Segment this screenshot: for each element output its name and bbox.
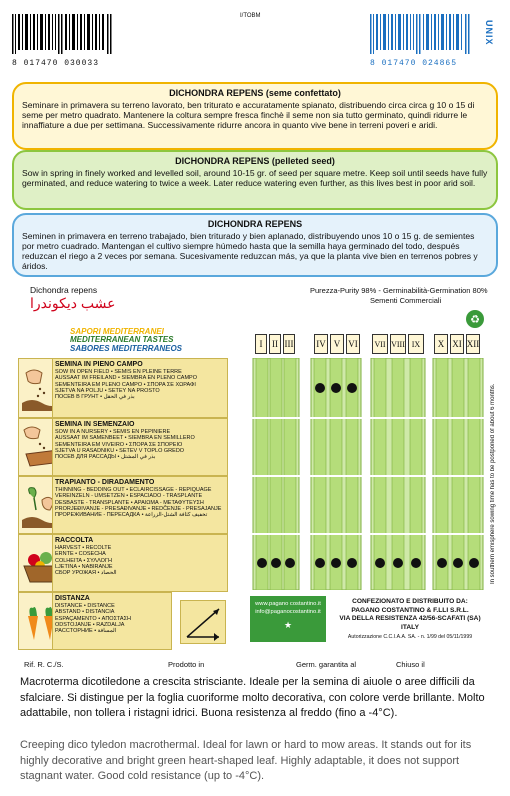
sowing-dot-harvest	[347, 558, 357, 568]
month-column	[270, 358, 282, 590]
sowing-dot-harvest	[411, 558, 421, 568]
calendar-grid-svg	[250, 358, 490, 590]
row-harvest	[52, 534, 228, 592]
box-italian-title: DICHONDRA REPENS (seme confettato)	[169, 88, 341, 98]
description-english: Creeping dico tyledon macrothermal. Ideal for lawn or hard to mow areas. It stands out for its highly decorative and bright green heart-shaped leaf. Highly adaptable, it does not support stagnant water. Good cold resistance (up to -4°C).	[20, 739, 472, 783]
distributor-line: VIA DELLA RESISTENZA 42/56-SCAFATI (SA)	[339, 615, 481, 623]
row-distance-title: DISTANZA	[55, 595, 90, 602]
month-7: VII	[372, 334, 388, 354]
species-arabic: عشب ديكوندرا	[30, 295, 116, 311]
month-8: VIII	[390, 334, 406, 354]
sowing-dot-harvest	[271, 558, 281, 568]
row-transplant-line: PRORJEĐIVANJE - PRESAĐIVANJE • REDČENJE - PRESAJANJE	[55, 505, 222, 512]
months-q3	[372, 334, 424, 354]
row-harvest-line: ERNTE • COSECHA	[55, 551, 106, 558]
month-11: XI	[450, 334, 464, 354]
footer-germination: Germ. garantita al	[296, 660, 357, 669]
month-6: VI	[346, 334, 360, 354]
row-open-field-line: ПОСЕВ В ГРУНТ • بذر في الحقل	[55, 394, 135, 401]
box-italian-text: Seminare in primavera su terreno lavorato, ben triturato e accuratamente spianato, distribuendo circa circa g 10 o 15 di seme per metro quadrato. Mantenere la coltura sempre fresca finchè il seme non sia tutto germinato, quindi ridurre le innaffiature a due per settimana. Successivamente ridurre ancora in quanto vive bene in terreni poveri e aridi.	[22, 99, 475, 130]
row-transplant-line: DESBASTE - TRANSPLANTE • ΑΡΑΙΩΜΑ - ΜΕΤΑΦΥΤΕΥΣΗ	[55, 499, 204, 506]
distributor-line: Autorizzazione C.C.I.A.A. SA. - n. 1/99 del 05/11/1999	[347, 634, 473, 641]
star-icon: ★	[283, 620, 293, 631]
sowing-dot-open_field	[315, 383, 325, 393]
barcode-right-number: 8 017470 024865	[370, 59, 458, 68]
sowing-dot-open_field	[347, 383, 357, 393]
distance-diagram	[180, 600, 226, 644]
sowing-dot-harvest	[393, 558, 403, 568]
month-12: XII	[466, 334, 480, 354]
web-box	[250, 596, 326, 642]
row-distance-line: ABSTAND • DISTANCIA	[55, 609, 115, 616]
sowing-dot-harvest	[453, 558, 463, 568]
months-q1	[255, 334, 295, 354]
month-10: X	[434, 334, 448, 354]
sowing-dot-harvest	[375, 558, 385, 568]
row-transplant-line: THINNING - BEDDING OUT • ECLAIRCISSAGE - REPIQUAGE	[55, 487, 212, 494]
distance-arrows-icon	[181, 601, 225, 643]
row-open-field-line: SOW IN OPEN FIELD • SEMIS EN PLEINE TERRE	[55, 369, 182, 376]
purity-info: Purezza-Purity 98% - Germinabilità-Germination 80%	[310, 286, 488, 295]
sowing-dot-harvest	[315, 558, 325, 568]
row-open-field-line: SJETVA NA POLJU • SETEY NA PROSTO	[55, 387, 160, 394]
month-column	[452, 358, 464, 590]
sowing-dot-harvest	[469, 558, 479, 568]
row-harvest-line: LJETINA • NABIRANJE	[55, 563, 113, 570]
box-english-title: DICHONDRA REPENS (pelleted seed)	[175, 156, 335, 166]
row-distance-line: ODSTOJANJE • RAZDALJA	[55, 621, 125, 628]
month-3: III	[283, 334, 295, 354]
row-nursery-line: ПОСЕВ ДЛЯ РАССАДЫ • بذر في المشتل	[55, 454, 156, 461]
species-name: Dichondra repens	[30, 285, 98, 295]
sowing-dot-harvest	[285, 558, 295, 568]
months-q4	[434, 334, 480, 354]
footer-ref: Rif. R. C./S.	[24, 660, 64, 669]
row-nursery-line: SEMENTEIRA EM VIVEIRO • ΣΠΟΡΑ ΣΕ ΣΠΟΡΕΙΟ	[55, 441, 183, 448]
sowing-dot-harvest	[257, 558, 267, 568]
tastes-es: SABORES MEDITERRANEOS	[70, 343, 183, 353]
row-distance	[52, 592, 172, 650]
barcode-right	[370, 14, 470, 66]
barcode-left-bars	[12, 14, 112, 54]
distributor-line: CONFEZIONATO E DISTRIBUITO DA:	[352, 598, 468, 605]
row-harvest-line: СБОР УРОЖАЯ • الحصاد	[55, 570, 117, 577]
brand-vertical: UNIX	[484, 20, 494, 46]
row-nursery-line: SJETVA U RASADNIKU • SETEV V TOPLO GREDO	[55, 447, 185, 454]
website-link[interactable]: www.pagano costantino.it	[255, 601, 321, 607]
months-q2	[314, 334, 360, 354]
box-english-text: Sow in spring in finely worked and levelled soil, around 10-15 gr. of seed per square metre. Keep soil until seeds have fully germinated, and reduce watering to twice a week. Later reduce watering even further, as this lives best in poor arid soil.	[22, 167, 488, 188]
row-distance-line: ESPAÇAMENTO • ΑΠΟΣΤΑΣΗ	[55, 615, 131, 622]
row-harvest-line: HARVEST • RECOLTE	[55, 545, 112, 552]
tastes-it: SAPORI MEDITERRANEI	[70, 327, 164, 336]
month-column	[436, 358, 448, 590]
distributor-block	[330, 598, 490, 641]
email-link[interactable]: info@paganocostantino.it	[255, 609, 321, 616]
row-transplant	[52, 476, 228, 534]
month-column	[284, 358, 296, 590]
month-column	[410, 358, 422, 590]
tastes-header	[70, 328, 246, 353]
month-column	[374, 358, 386, 590]
month-column	[256, 358, 268, 590]
row-distance-line: DISTANCE • DISTANCE	[55, 603, 115, 610]
box-spanish-title: DICHONDRA REPENS	[207, 219, 303, 229]
row-distance-line: PACCTOPHИE • المسافة	[55, 628, 117, 635]
southern-hemisphere-note: In southern emisphere sowing time has to be postponed of about 6 months.	[490, 383, 496, 584]
month-column	[468, 358, 480, 590]
footer-produced: Prodotto in	[168, 660, 205, 669]
barcode-left	[12, 14, 112, 66]
month-2: II	[269, 334, 281, 354]
month-1: I	[255, 334, 267, 354]
box-spanish-text: Seminen in primavera en terreno trabajado, bien triturado y bien aplanado, distribuyendo unos 10 o 15 g. de semientes por metro cuadrado. Mantengan el cultivo siempre húmedo hasta que la semilla haya germinado del todo, después reduzcan el riego a 2 veces por semana. Sucesivamente reduzcan más, ya que la planta vive bien en terrenos pobres y áridos.	[22, 230, 478, 272]
box-italian	[12, 82, 498, 150]
tastes-en: MEDITERRANEAN TASTES	[70, 335, 174, 345]
footer-closed: Chiuso il	[396, 660, 425, 669]
distributor-line: ITALY	[401, 623, 419, 631]
row-open-field-line: AUSSAAT IM FREILAND • SIEMBRA EN PLENO CAMPO	[55, 375, 198, 382]
row-nursery-line: SOW IN A NURSERY • SEMIS EN PEPINIERE	[55, 429, 171, 436]
sowing-dot-harvest	[437, 558, 447, 568]
barcode-left-number: 8 017470 030033	[12, 59, 100, 68]
month-column	[392, 358, 404, 590]
sowing-dot-harvest	[331, 558, 341, 568]
distributor-line: PAGANO COSTANTINO & F.LLI S.R.L.	[351, 606, 469, 614]
recycle-icon: ♻	[466, 310, 484, 328]
row-harvest-title: RACCOLTA	[55, 537, 94, 544]
commercial-seeds: Sementi Commerciali	[370, 296, 442, 305]
row-transplant-title: TRAPIANTO - DIRADAMENTO	[55, 479, 155, 486]
sowing-dot-open_field	[331, 383, 341, 393]
box-spanish	[12, 213, 498, 277]
row-transplant-line: VEREINZELN - UMSETZEN • ESPACIADO - TRASPLANTE	[55, 493, 203, 500]
row-nursery-title: SEMINA IN SEMENZAIO	[55, 421, 135, 428]
row-open-field	[52, 358, 228, 418]
month-5: V	[330, 334, 344, 354]
box-english	[12, 150, 498, 210]
product-code: I/TOBM	[240, 13, 261, 19]
row-transplant-line: ПРОРЕЖИВАНИЕ - ПЕРЕСАДКА • تخفيف كثافة الشتل-الزراعة	[55, 512, 208, 519]
description-italian: Macroterma dicotiledone a crescita strisciante. Ideale per la semina di aiuole o aree difficili da sfalciare. Si distingue per la foglia cuoriforme molto decorativa, con colore verde brillante. Molto adattabile, non tollera i ristagni idrici. Buona resistenza al freddo (fino a -4°C).	[20, 676, 485, 720]
month-4: IV	[314, 334, 328, 354]
barcode-right-bars	[370, 14, 470, 54]
row-harvest-line: COLHEITA • ΣΥΛΛΟΓΗ	[55, 557, 112, 564]
row-nursery-line: AUSSAAT IM SAMENBEET • SIEMBRA EN SEMILLERO	[55, 435, 195, 442]
row-nursery	[52, 418, 228, 476]
month-9: IX	[408, 334, 424, 354]
calendar-grid	[250, 358, 490, 590]
row-open-field-title: SEMINA IN PIENO CAMPO	[55, 361, 143, 368]
row-open-field-line: SEMENTEIRA EM PLENO CAMPO • ΣΠΟΡΑ ΣΕ ΧΩΡΑΦΙ	[55, 381, 196, 388]
